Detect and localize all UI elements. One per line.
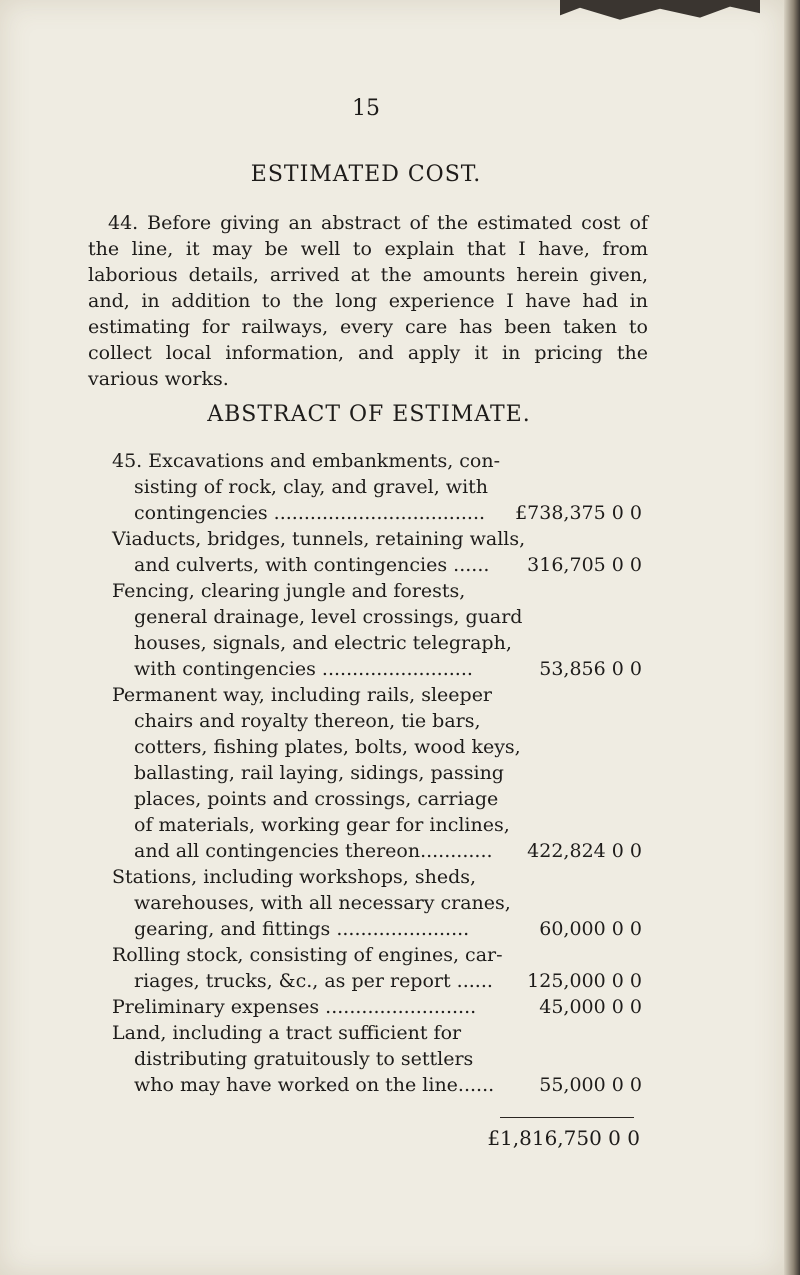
estimate-item-description <box>112 682 521 864</box>
estimate-item-amount: 125,000 0 0 <box>527 970 642 992</box>
estimate-item-description <box>112 526 526 578</box>
estimate-item-line: general drainage, level crossings, guard <box>134 606 523 628</box>
estimate-item-description <box>112 994 484 1020</box>
estimate-row <box>112 526 642 578</box>
paragraph-44: 44. Before giving an abstract of the estimated cost of the line, it may be well to explain that I have, from laborious details, arrived at the amounts herein given, and, in addition to the long experience I have had in estimating for railways, every care has been taken to collect local information, and apply it in pricing the various works. <box>88 212 648 390</box>
estimate-item-amount: 60,000 0 0 <box>539 918 642 940</box>
estimate-item-line: distributing gratuitously to settlers <box>134 1048 474 1070</box>
page-edge <box>784 0 800 1275</box>
estimate-item-line: warehouses, with all necessary cranes, <box>134 892 511 914</box>
estimate-item-line: sisting of rock, clay, and gravel, with <box>134 476 489 498</box>
estimate-item-description <box>112 1020 495 1098</box>
estimate-item-line: Preliminary expenses ......................... <box>112 996 477 1018</box>
estimate-table <box>112 448 642 1098</box>
estimate-item-amount: 45,000 0 0 <box>539 996 642 1018</box>
estimate-item-amount: 316,705 0 0 <box>527 554 642 576</box>
estimate-item-amount: 422,824 0 0 <box>527 840 642 862</box>
heading-estimated-cost: ESTIMATED COST. <box>250 162 482 187</box>
estimate-item-amount: 55,000 0 0 <box>539 1074 642 1096</box>
estimate-item-line: Stations, including workshops, sheds, <box>112 866 477 888</box>
estimate-item-line: contingencies ................................... <box>134 502 486 524</box>
torn-edge <box>560 0 760 22</box>
heading-abstract-of-estimate: ABSTRACT OF ESTIMATE. <box>207 402 531 427</box>
estimate-item-line: and culverts, with contingencies ...... <box>134 554 490 576</box>
estimate-item-line: houses, signals, and electric telegraph, <box>134 632 512 654</box>
estimate-item-description <box>112 864 511 942</box>
estimate-item-line: places, points and crossings, carriage <box>134 788 499 810</box>
estimate-item-description <box>112 942 503 994</box>
total-rule <box>500 1117 634 1118</box>
estimate-item-line: Rolling stock, consisting of engines, car- <box>112 944 503 966</box>
estimate-row <box>112 448 642 526</box>
estimate-row <box>112 682 642 864</box>
estimate-item-description <box>112 448 501 526</box>
estimate-row <box>112 942 642 994</box>
estimate-item-line: riages, trucks, &c., as per report ...... <box>134 970 493 992</box>
estimate-item-line: with contingencies ......................... <box>134 658 473 680</box>
estimate-row <box>112 864 642 942</box>
estimate-item-line: who may have worked on the line...... <box>134 1074 495 1096</box>
estimate-item-line: Permanent way, including rails, sleeper <box>112 684 493 706</box>
total-amount: £1,816,750 0 0 <box>487 1126 640 1150</box>
estimate-item-line: ballasting, rail laying, sidings, passing <box>134 762 504 784</box>
estimate-row <box>112 994 642 1020</box>
estimate-item-line: of materials, working gear for inclines, <box>134 814 510 836</box>
estimate-row <box>112 578 642 682</box>
estimate-item-line: cotters, fishing plates, bolts, wood keys, <box>134 736 521 758</box>
estimate-item-line: chairs and royalty thereon, tie bars, <box>134 710 481 732</box>
estimate-item-line: Viaducts, bridges, tunnels, retaining walls, <box>112 528 526 550</box>
estimate-row <box>112 1020 642 1098</box>
estimate-item-line: 45. Excavations and embankments, con- <box>112 450 501 472</box>
estimate-item-line: and all contingencies thereon............ <box>134 840 493 862</box>
estimate-item-amount: £738,375 0 0 <box>515 502 642 524</box>
estimate-item-line: gearing, and fittings ...................... <box>134 918 470 940</box>
estimate-item-description <box>112 578 523 682</box>
estimate-item-line: Land, including a tract sufficient for <box>112 1022 462 1044</box>
estimate-item-line: Fencing, clearing jungle and forests, <box>112 580 466 602</box>
estimate-item-amount: 53,856 0 0 <box>539 658 642 680</box>
page-number: 15 <box>352 96 380 121</box>
